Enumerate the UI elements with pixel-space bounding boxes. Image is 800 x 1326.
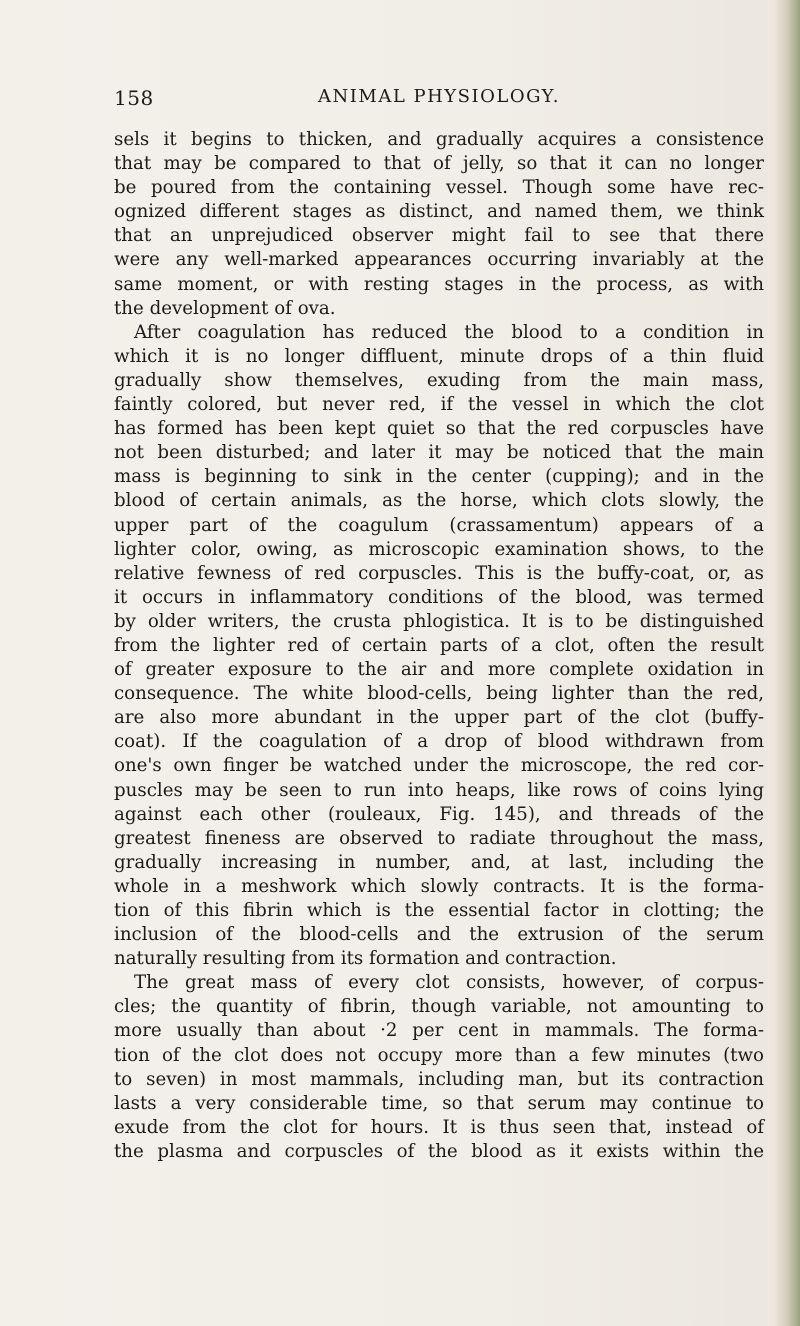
body-text: [114, 128, 764, 1164]
running-head: ANIMAL PHYSIOLOGY.: [318, 86, 560, 107]
page-number: 158: [114, 86, 154, 110]
text-line: be poured from the containing vessel. Though some have rec-: [114, 177, 764, 199]
page-edge-shadow: [774, 0, 800, 1326]
text-line: consequence. The white blood-cells, being lighter than the red,: [114, 683, 764, 705]
text-line: are also more abundant in the upper part of the clot (buffy-: [114, 707, 764, 729]
page-header: [114, 86, 764, 116]
text-line: that an unprejudiced observer might fail to see that there: [114, 225, 764, 247]
text-line: of greater exposure to the air and more complete oxidation in: [114, 659, 764, 681]
text-line: gradually show themselves, exuding from the main mass,: [114, 369, 764, 391]
text-line: upper part of the coagulum (crassamentum) appears of a: [114, 514, 764, 536]
text-line: one's own finger be watched under the microscope, the red cor-: [114, 755, 764, 777]
text-line: ognized different stages as distinct, and named them, we think: [114, 201, 764, 223]
text-line: from the lighter red of certain parts of a clot, often the result: [114, 634, 764, 656]
text-line: naturally resulting from its formation and contraction.: [114, 948, 617, 970]
text-line: by older writers, the crusta phlogistica. It is to be distinguished: [114, 610, 764, 632]
text-line: which it is no longer diffluent, minute drops of a thin fluid: [114, 345, 764, 367]
text-line: the development of ova.: [114, 297, 336, 319]
text-line: more usually than about ·2 per cent in mammals. The forma-: [114, 1020, 764, 1042]
text-line: mass is beginning to sink in the center (cupping); and in the: [114, 466, 764, 488]
text-line: cles; the quantity of fibrin, though variable, not amounting to: [114, 996, 764, 1018]
text-line: were any well-marked appearances occurring invariably at the: [114, 249, 764, 271]
text-line: has formed has been kept quiet so that the red corpuscles have: [114, 418, 764, 440]
text-line: inclusion of the blood-cells and the extrusion of the serum: [114, 924, 764, 946]
text-line: blood of certain animals, as the horse, which clots slowly, the: [114, 490, 764, 512]
text-line: same moment, or with resting stages in the process, as with: [114, 273, 764, 295]
text-line: coat). If the coagulation of a drop of blood withdrawn from: [114, 731, 764, 753]
text-line: that may be compared to that of jelly, so that it can no longer: [114, 153, 764, 175]
text-line: against each other (rouleaux, Fig. 145), and threads of the: [114, 803, 764, 825]
text-line: relative fewness of red corpuscles. This is the buffy-coat, or, as: [114, 562, 764, 584]
text-line: tion of this fibrin which is the essential factor in clotting; the: [114, 900, 764, 921]
text-line: faintly colored, but never red, if the vessel in which the clot: [114, 394, 764, 416]
text-line: lighter color, owing, as microscopic examination shows, to the: [114, 538, 764, 560]
text-line: to seven) in most mammals, including man, but its contraction: [114, 1068, 764, 1090]
text-line: the plasma and corpuscles of the blood as it exists within the: [114, 1140, 764, 1162]
text-line: sels it begins to thicken, and gradually acquires a consistence: [114, 129, 764, 150]
text-line: gradually increasing in number, and, at last, including the: [114, 851, 764, 873]
paragraph-start: After coagulation has reduced the blood to a condition in: [134, 321, 764, 343]
text-line: greatest fineness are observed to radiate throughout the mass,: [114, 827, 764, 849]
paragraph-start: The great mass of every clot consists, however, of corpus-: [134, 972, 764, 994]
text-line: whole in a meshwork which slowly contracts. It is the forma-: [114, 875, 764, 897]
text-line: it occurs in inflammatory conditions of the blood, was termed: [114, 586, 764, 608]
text-line: lasts a very considerable time, so that serum may continue to: [114, 1092, 764, 1114]
text-line: puscles may be seen to run into heaps, like rows of coins lying: [114, 779, 764, 801]
text-line: exude from the clot for hours. It is thus seen that, instead of: [114, 1116, 764, 1138]
text-line: not been disturbed; and later it may be noticed that the main: [114, 442, 764, 464]
text-line: tion of the clot does not occupy more than a few minutes (two: [114, 1044, 764, 1066]
